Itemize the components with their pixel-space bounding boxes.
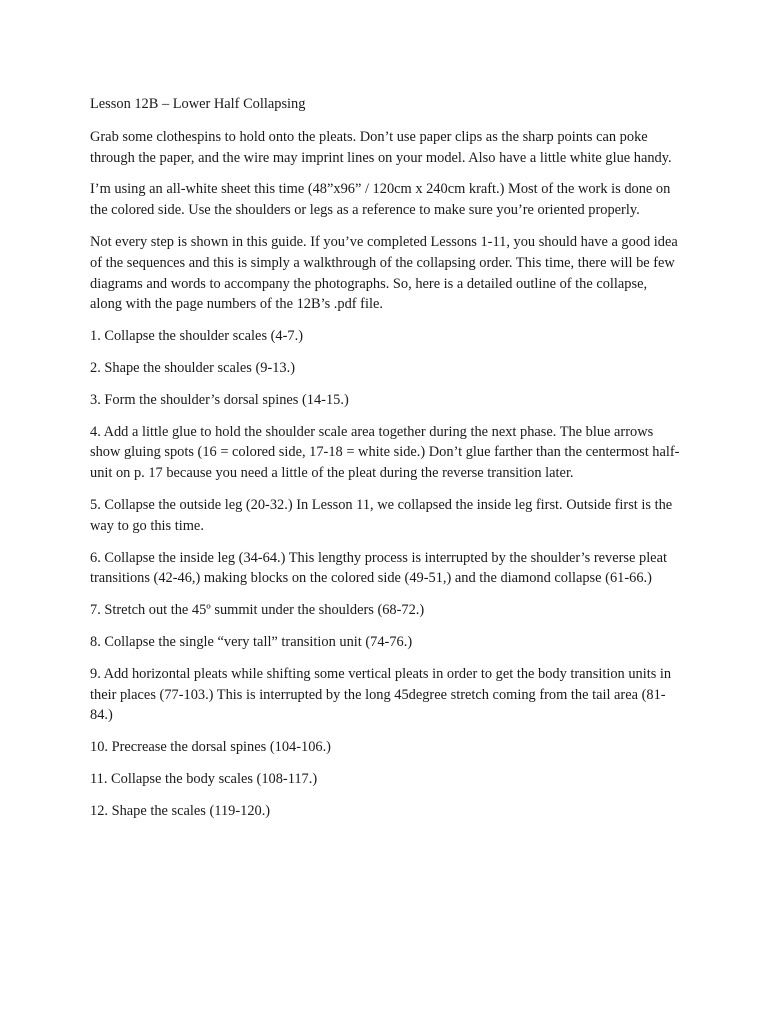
step-item: 6. Collapse the inside leg (34-64.) This lengthy process is interrupted by the shoulder’s reverse pleat transitions (42-46,) making blocks on the colored side (49-51,) and the diamond collapse (61-66.) <box>90 549 667 587</box>
lesson-title: Lesson 12B – Lower Half Collapsing <box>90 96 306 112</box>
step-item: 8. Collapse the single “very tall” transition unit (74-76.) <box>90 633 413 650</box>
step-item: 9. Add horizontal pleats while shifting some vertical pleats in order to get the body transition units in their places (77-103.) This is interrupted by the long 45degree stretch coming from the tail area (81-84.) <box>90 665 672 724</box>
step-item: 10. Precrease the dorsal spines (104-106.) <box>90 739 331 756</box>
intro-paragraph: I’m using an all-white sheet this time (48”x96” / 120cm x 240cm kraft.) Most of the work is done on the colored side. Use the shoulders or legs as a reference to make sure you’re oriented properly. <box>90 181 671 219</box>
document-body <box>90 94 680 833</box>
step-item: 3. Form the shoulder’s dorsal spines (14-15.) <box>90 391 349 408</box>
step-item: 11. Collapse the body scales (108-117.) <box>90 770 318 787</box>
step-item: 7. Stretch out the 45º summit under the shoulders (68-72.) <box>90 602 425 619</box>
step-item: 2. Shape the shoulder scales (9-13.) <box>90 359 296 376</box>
intro-paragraph: Not every step is shown in this guide. If you’ve completed Lessons 1-11, you should have a good idea of the sequences and this is simply a walkthrough of the collapsing order. This time, there will be few diagrams and words to accompany the photographs. So, here is a detailed outline of the collapse, along with the page numbers of the 12B’s .pdf file. <box>90 233 678 313</box>
step-item: 5. Collapse the outside leg (20-32.) In Lesson 11, we collapsed the inside leg first. Outside first is the way to go this time. <box>90 496 673 534</box>
step-item: 1. Collapse the shoulder scales (4-7.) <box>90 328 304 345</box>
intro-paragraph: Grab some clothespins to hold onto the pleats. Don’t use paper clips as the sharp points can poke through the paper, and the wire may imprint lines on your model. Also have a little white glue handy. <box>90 128 672 166</box>
step-item: 4. Add a little glue to hold the shoulder scale area together during the next phase. The blue arrows show gluing spots (16 = colored side, 17-18 = white side.) Don’t glue farther than the centermost half-unit on p. 17 because you need a little of the pleat during the reverse transition later. <box>90 423 680 482</box>
step-item: 12. Shape the scales (119-120.) <box>90 802 271 819</box>
